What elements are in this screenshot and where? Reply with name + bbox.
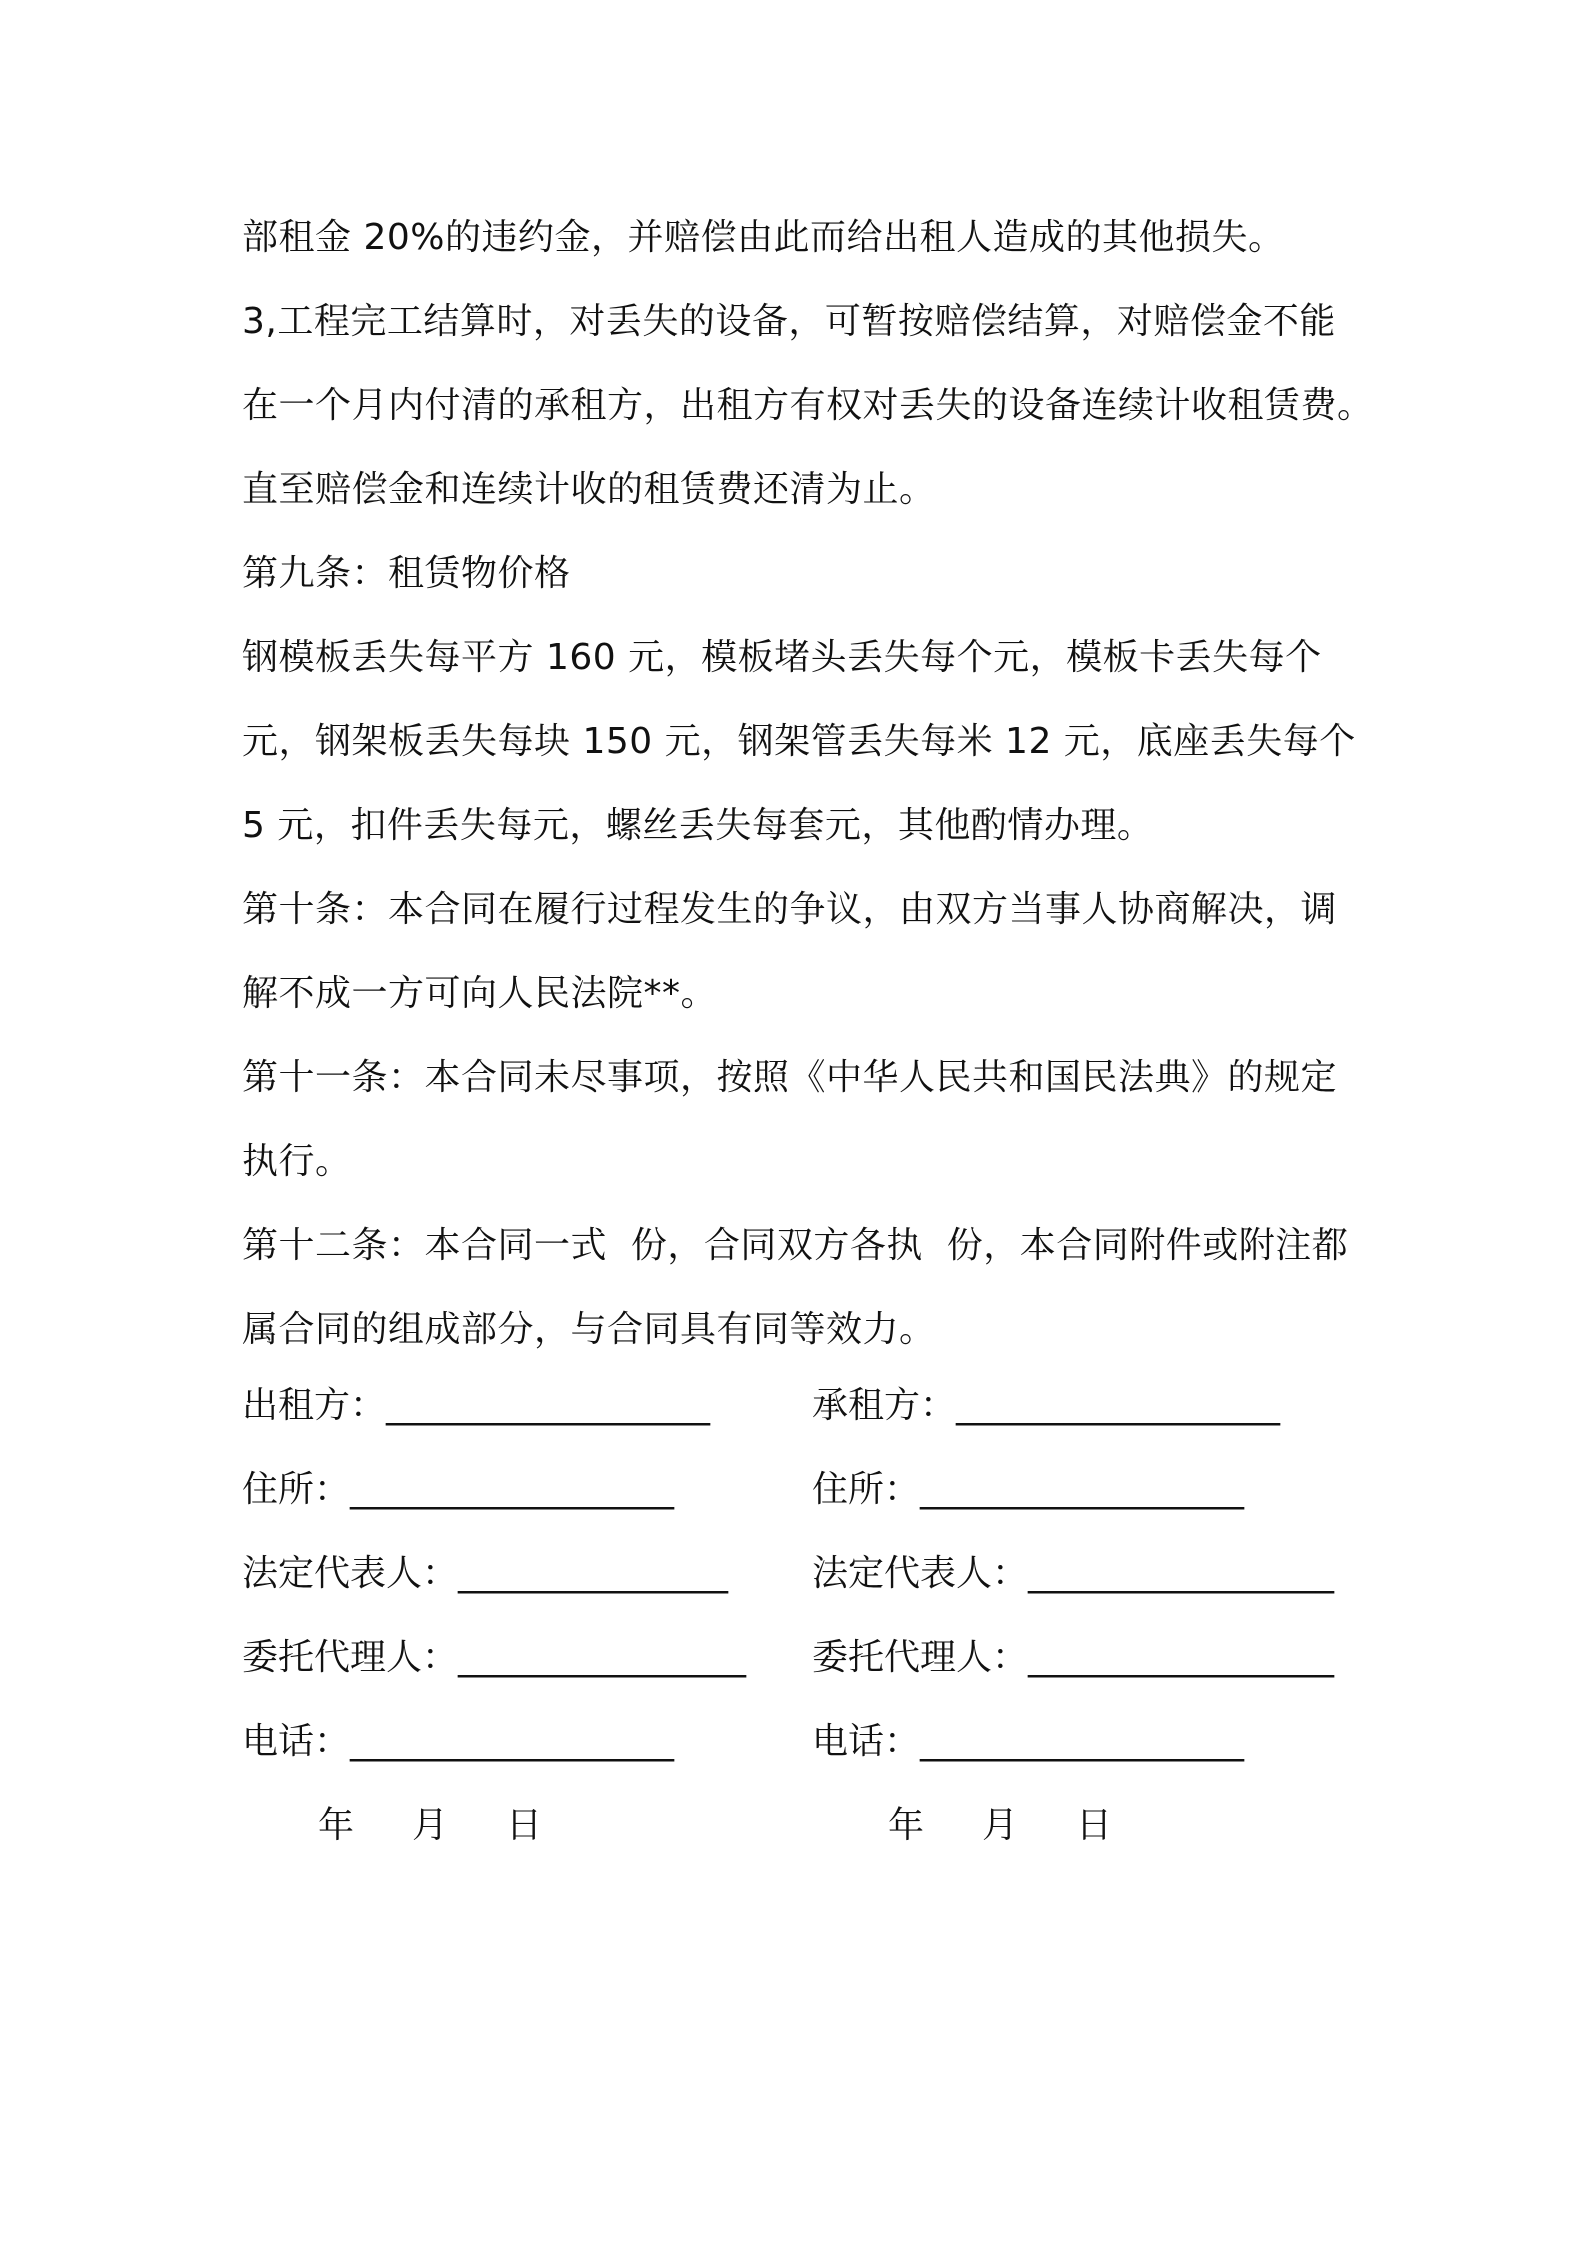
- date-month-label: 月: [982, 1805, 1019, 1846]
- contract-body: [242, 196, 1392, 1372]
- signature-row-legal-rep: [242, 1532, 1392, 1616]
- date-month-label: 月: [412, 1805, 449, 1846]
- text-line-3: 在一个月内付清的承租方，出租方有权对丢失的设备连续计收租赁费。: [242, 385, 1374, 426]
- date-day-label: 日: [506, 1805, 543, 1846]
- text-line-4: 直至赔偿金和连续计收的租赁费还清为止。: [242, 469, 936, 510]
- lessor-phone-field: 电话：__________________: [242, 1721, 675, 1762]
- lessor-agent-field: 委托代理人：________________: [242, 1637, 747, 1678]
- text-line-6: 钢模板丢失每平方 160 元，模板堵头丢失每个元，模板卡丢失每个: [242, 637, 1322, 678]
- date-year-label: 年: [888, 1805, 925, 1846]
- lessee-legal-rep-field: 法定代表人：_________________: [812, 1553, 1335, 1594]
- article-12-line-2: 属合同的组成部分，与合同具有同等效力。: [242, 1309, 936, 1350]
- article-11-line-1: 第十一条：本合同未尽事项，按照《中华人民共和国民法典》的规定: [242, 1057, 1338, 1098]
- article-9-heading: 第九条：租赁物价格: [242, 553, 571, 594]
- signature-row-party: [242, 1364, 1392, 1448]
- signature-block: [242, 1364, 1392, 1868]
- lessee-date: [888, 1784, 1112, 1868]
- signature-row-agent: [242, 1616, 1392, 1700]
- lessor-address-field: 住所：__________________: [242, 1469, 675, 1510]
- lessee-field: 承租方：__________________: [812, 1385, 1281, 1426]
- article-11-line-2: 执行。: [242, 1141, 352, 1182]
- signature-row-address: [242, 1448, 1392, 1532]
- lessee-phone-field: 电话：__________________: [812, 1721, 1245, 1762]
- lessee-address-field: 住所：__________________: [812, 1469, 1245, 1510]
- date-day-label: 日: [1076, 1805, 1113, 1846]
- text-line-7: 元，钢架板丢失每块 150 元，钢架管丢失每米 12 元，底座丢失每个: [242, 721, 1356, 762]
- signature-date-row: [242, 1784, 1392, 1868]
- article-10-line-2: 解不成一方可向人民法院**。: [242, 973, 718, 1014]
- lessor-field: 出租方：__________________: [242, 1385, 711, 1426]
- date-year-label: 年: [318, 1805, 355, 1846]
- article-12-line-1: 第十二条：本合同一式 份，合同双方各执 份，本合同附件或附注都: [242, 1225, 1349, 1266]
- lessee-agent-field: 委托代理人：_________________: [812, 1637, 1335, 1678]
- text-line-8: 5 元，扣件丢失每元，螺丝丢失每套元，其他酌情办理。: [242, 805, 1154, 846]
- article-10-line-1: 第十条：本合同在履行过程发生的争议，由双方当事人协商解决，调: [242, 889, 1338, 930]
- signature-row-phone: [242, 1700, 1392, 1784]
- text-line-1: 部租金 20%的违约金，并赔偿由此而给出租人造成的其他损失。: [242, 217, 1285, 258]
- lessor-legal-rep-field: 法定代表人：_______________: [242, 1553, 729, 1594]
- text-line-2: 3,工程完工结算时，对丢失的设备，可暂按赔偿结算，对赔偿金不能: [242, 301, 1336, 342]
- lessor-date: [318, 1784, 542, 1868]
